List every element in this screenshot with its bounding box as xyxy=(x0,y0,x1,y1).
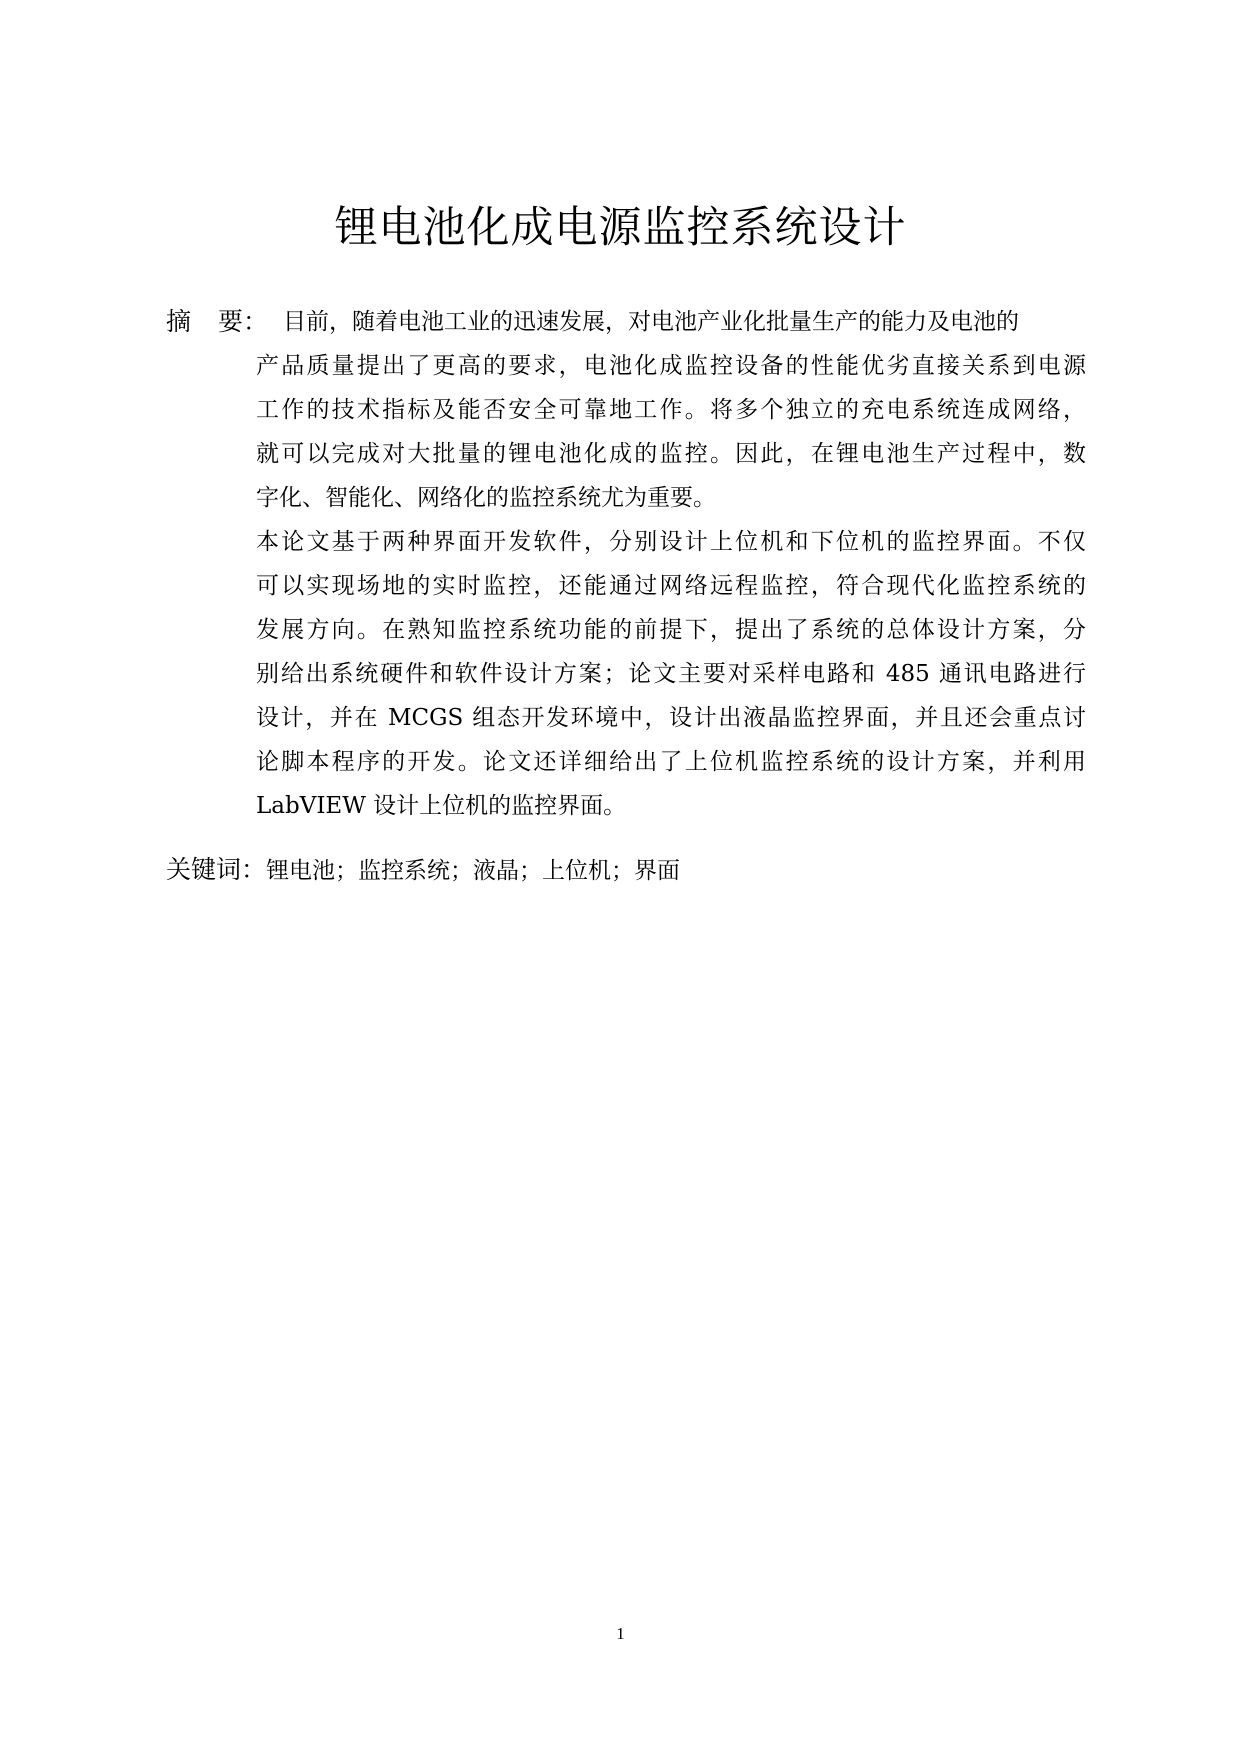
abstract-label-colon: ： xyxy=(243,307,269,336)
abstract-paragraph-1 xyxy=(256,344,1086,520)
abstract-paragraph-2 xyxy=(256,520,1086,828)
abstract-line: 别给出系统硬件和软件设计方案；论文主要对采样电路和 485 通讯电路进行 xyxy=(256,661,1086,687)
abstract-label xyxy=(166,300,268,344)
abstract-line: 论脚本程序的开发。论文还详细给出了上位机监控系统的设计方案，并利用 xyxy=(256,749,1086,775)
page-number: 1 xyxy=(616,1624,625,1643)
keywords-label: 关键词： xyxy=(166,855,267,884)
abstract-line: 工作的技术指标及能否安全可靠地工作。将多个独立的充电系统连成网络， xyxy=(256,397,1086,423)
abstract-line: LabVIEW 设计上位机的监控界面。 xyxy=(256,793,627,819)
abstract-line: 本论文基于两种界面开发软件，分别设计上位机和下位机的监控界面。不仅 xyxy=(256,529,1086,555)
abstract-line: 产品质量提出了更高的要求，电池化成监控设备的性能优劣直接关系到电源 xyxy=(256,353,1086,379)
abstract-label-part1: 摘 xyxy=(166,307,192,336)
abstract-line: 可以实现场地的实时监控，还能通过网络远程监控，符合现代化监控系统的 xyxy=(256,573,1086,599)
abstract-line: 发展方向。在熟知监控系统功能的前提下，提出了系统的总体设计方案，分 xyxy=(256,617,1086,643)
abstract-line: 就可以完成对大批量的锂电池化成的监控。因此，在锂电池生产过程中，数 xyxy=(256,441,1086,467)
abstract-line: 设计，并在 MCGS 组态开发环境中，设计出液晶监控界面，并且还会重点讨 xyxy=(256,705,1086,731)
keywords-value: 锂电池；监控系统；液晶；上位机；界面 xyxy=(266,858,681,884)
abstract-first-line: 目前，随着电池工业的迅速发展，对电池产业化批量生产的能力及电池的 xyxy=(283,309,1019,335)
keywords xyxy=(166,848,680,896)
abstract-line: 字化、智能化、网络化的监控系统尤为重要。 xyxy=(256,485,716,511)
abstract-label-part2: 要 xyxy=(218,307,244,336)
document-title: 锂电池化成电源监控系统设计 xyxy=(334,203,907,253)
